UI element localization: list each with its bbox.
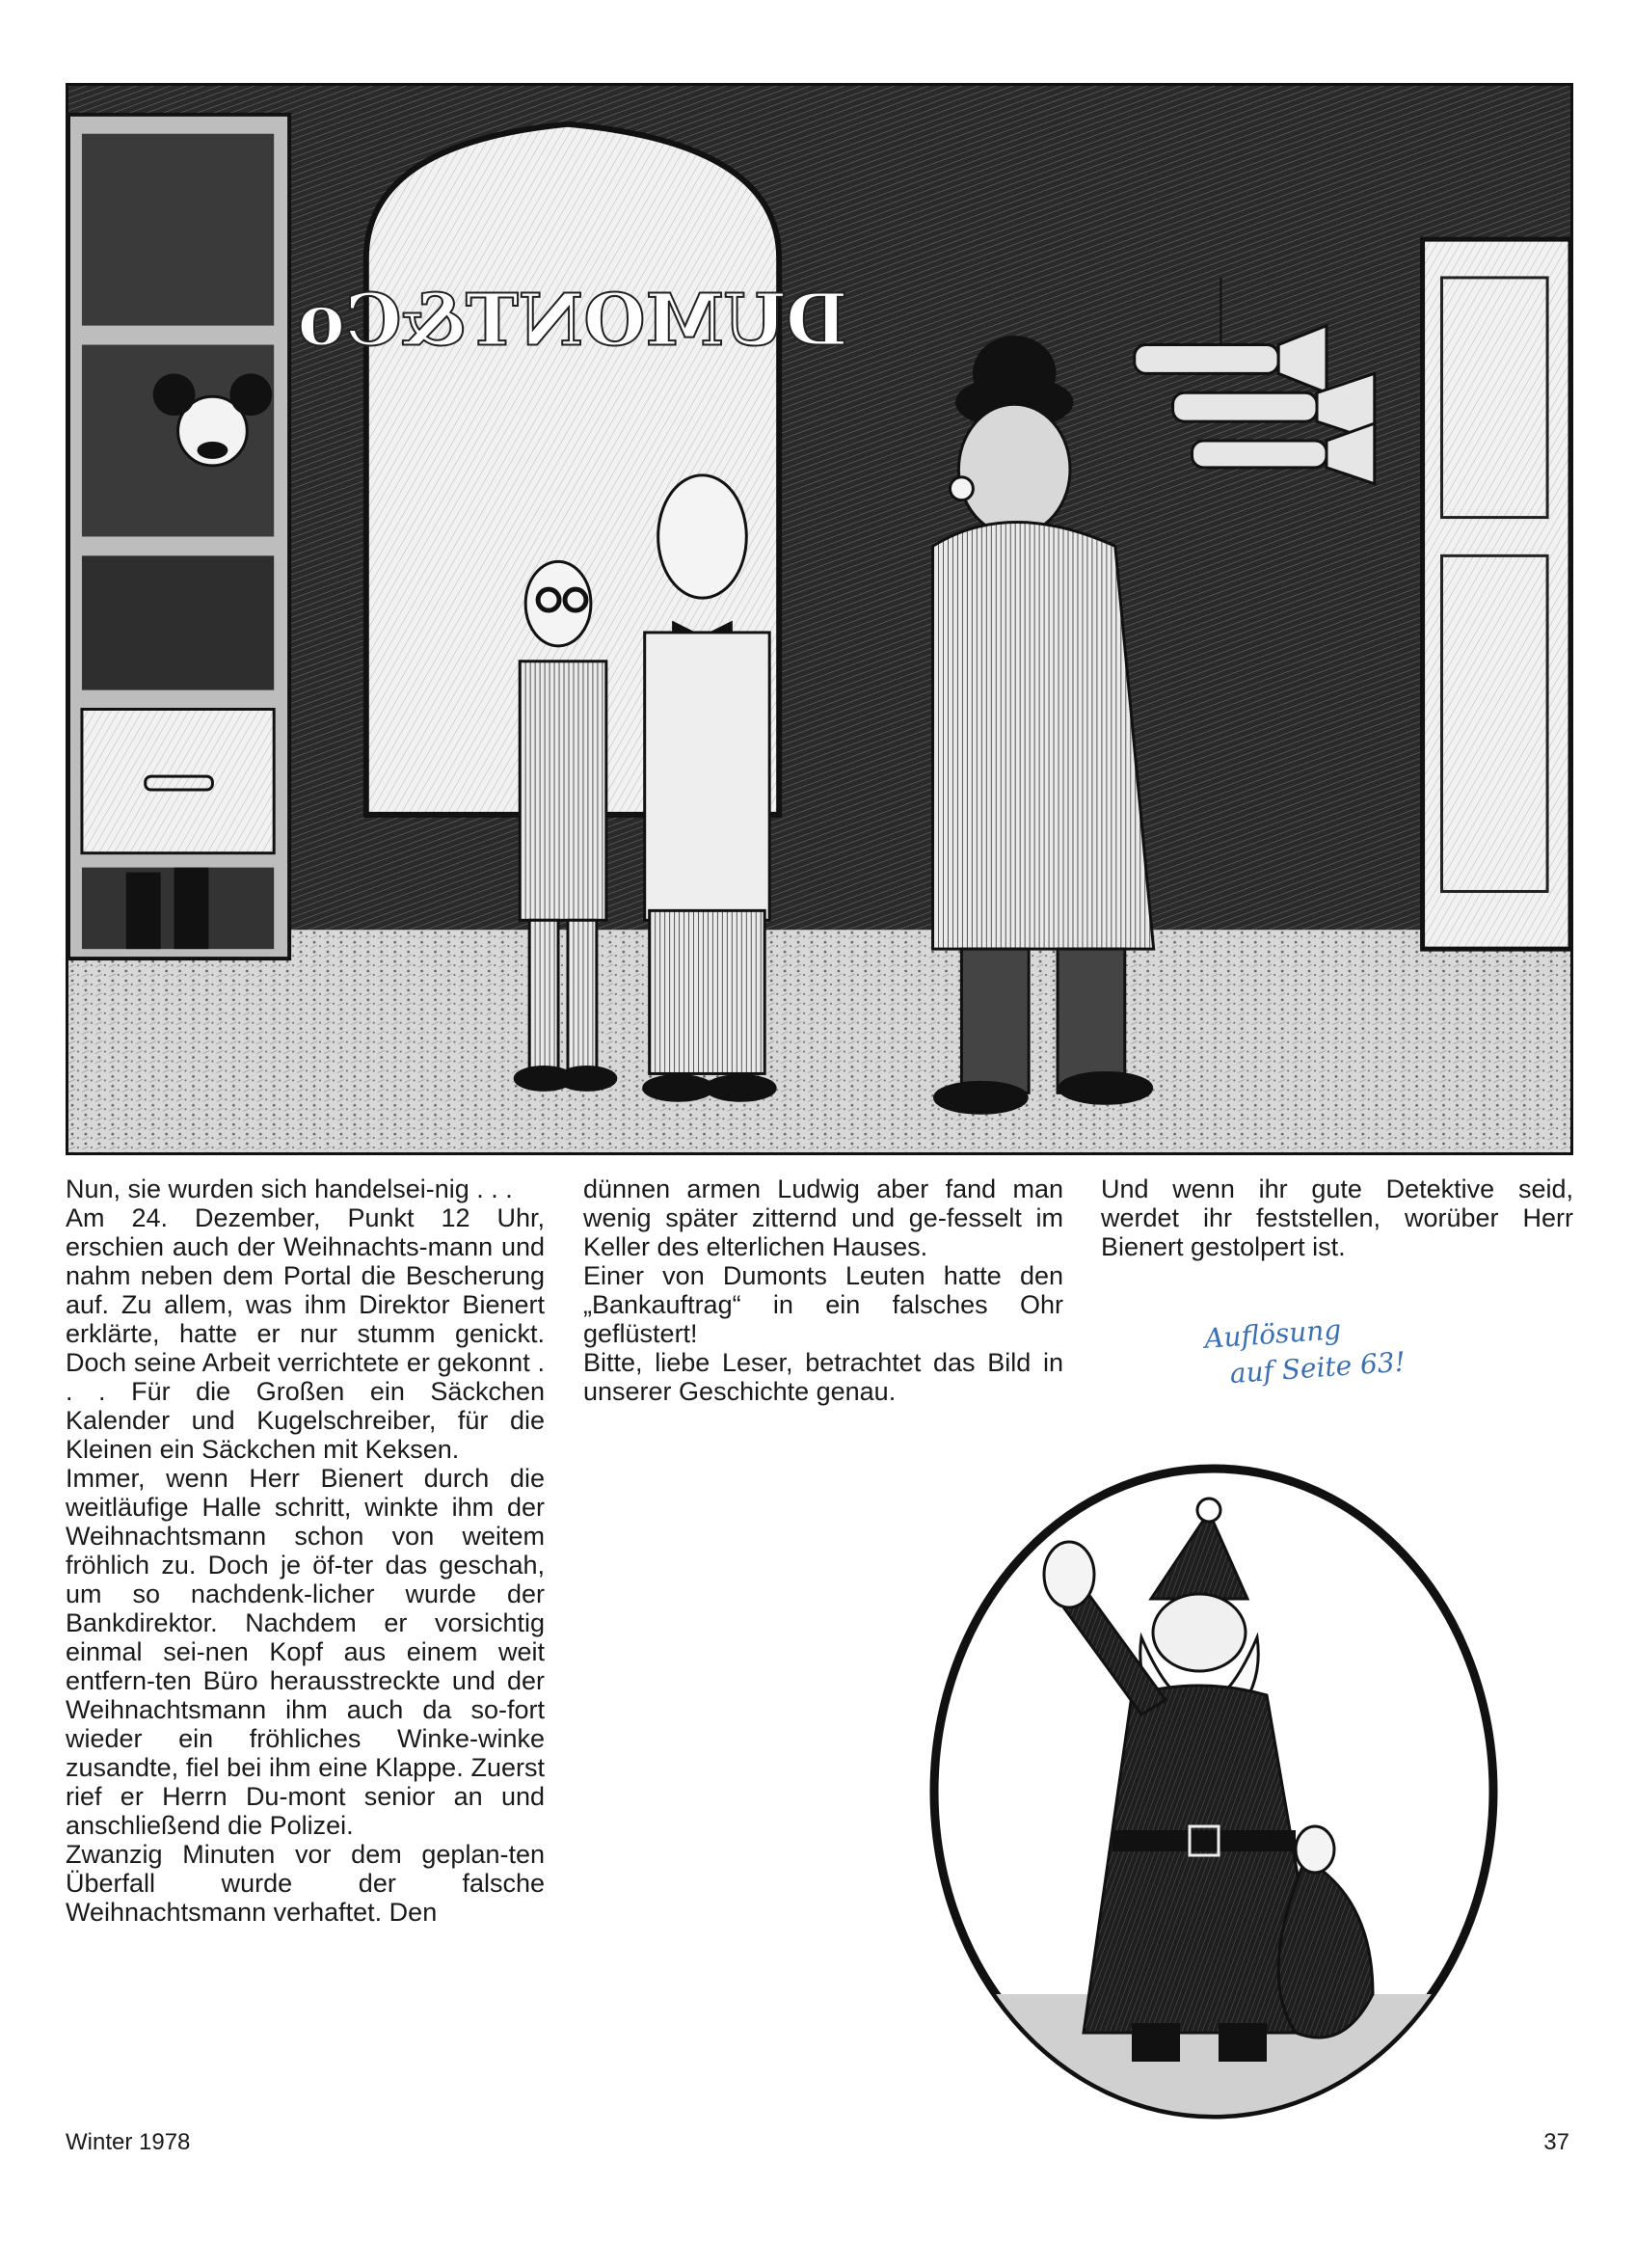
floor [68,930,1570,1152]
bank-hall-illustration [66,83,1573,1155]
window-sign-text: DUMONT&Co [297,279,848,363]
paragraph: Und wenn ihr gute Detektive seid, werdet ihr feststellen, worüber Herr Bienert gestolpert ist. [1101,1174,1573,1261]
page-number: 37 [1543,2129,1569,2155]
door [1423,239,1570,949]
paragraph: dünnen armen Ludwig aber fand man wenig später zitternd und ge-fesselt im Keller des elterlichen Hauses. [583,1174,1063,1261]
handnote-line-2: auf Seite 63! [1228,1345,1407,1390]
shelf [68,115,289,958]
paragraph: Bitte, liebe Leser, betrachtet das Bild in unserer Geschichte genau. [583,1348,1063,1406]
paragraph: Nun, sie wurden sich handelsei-nig . . . [66,1174,513,1203]
text-column-3 [1101,1174,1573,1261]
paragraph: Am 24. Dezember, Punkt 12 Uhr, erschien auch der Weihnachts-mann und nahm neben dem Portal die Bescherung auf. Zu allem, was ihm Direktor Bienert erklärte, hatte er nur stumm genickt. Doch seine Arbeit verrichtete er gekonnt . . . Für die Großen ein Säckchen Kalender und Kugelschreiber, für die Kleinen ein Säckchen mit Keksen. [66,1203,545,1464]
santa-illustration [920,1454,1508,2129]
issue-date: Winter 1978 [66,2129,191,2155]
text-column-2 [583,1174,1063,1406]
text-column-1 [66,1174,545,1927]
paragraph: Einer von Dumonts Leuten hatte den „Bankauftrag“ in ein falsches Ohr geflüstert! [583,1261,1063,1348]
handnote-line-1: Auflösung [1203,1313,1343,1355]
handwritten-note [1203,1306,1430,1394]
paragraph: Immer, wenn Herr Bienert durch die weitläufige Halle schritt, winkte ihm der Weihnachtsmann schon von weitem fröhlich zu. Doch je öf-ter das geschah, um so nachdenk-licher wurde der Bankdirektor. Nachdem er vorsichtig einmal sei-nen Kopf aus einem weit entfern-ten Büro herausstreckte und der Weihnachtsmann ihm auch da so-fort wieder ein fröhliches Winke-winke zusandte, fiel bei ihm eine Klappe. Zuerst rief er Herrn Du-mont senior an und anschließend die Polizei. [66,1464,545,1840]
paragraph: Zwanzig Minuten vor dem geplan-ten Überfall wurde der falsche Weihnachtsmann verhaftet. Den [66,1840,545,1927]
